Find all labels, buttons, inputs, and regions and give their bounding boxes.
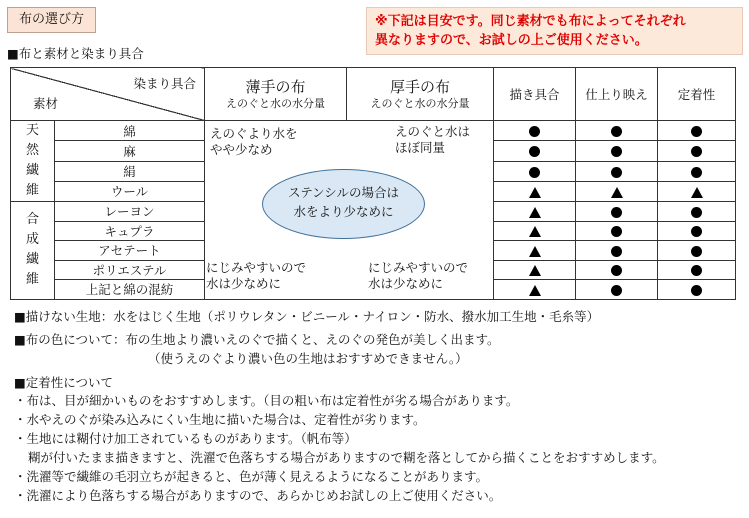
notice-line-2: 異なりますので、お試しの上ご使用ください。 — [375, 33, 648, 48]
mark-cell — [576, 280, 658, 300]
mark-cell — [576, 161, 658, 181]
note-fixation-3: ・生地には糊付け加工されているものがあります。（帆布等） — [14, 431, 357, 446]
header-thick-cloth — [347, 68, 494, 121]
note-fixation-5: ・洗濯により色落ちする場合がありますので、あらかじめお試しの上ご使用ください。 — [14, 488, 502, 503]
mark-cell — [494, 202, 576, 222]
mark-cell — [576, 141, 658, 161]
mark-cell — [658, 280, 736, 300]
triangle-mark-icon — [529, 226, 541, 237]
circle-mark-icon — [611, 285, 622, 296]
triangle-mark-icon — [611, 187, 623, 198]
circle-mark-icon — [691, 285, 702, 296]
header-material: 素材 — [33, 96, 59, 111]
mark-cell — [658, 221, 736, 241]
circle-mark-icon — [611, 146, 622, 157]
table-section-title: ■布と素材と染まり具合 — [7, 46, 144, 61]
circle-mark-icon — [691, 146, 702, 157]
thin-top-note: えのぐより水を やや少なめ — [210, 126, 298, 157]
mark-cell — [576, 181, 658, 201]
note-fixation-4: ・洗濯等で繊維の毛羽立ちが起きると、色が薄く見えるようになることがあります。 — [14, 469, 489, 484]
circle-mark-icon — [691, 167, 702, 178]
page-title: 布の選び方 — [7, 7, 96, 33]
group-synthetic-fiber: 合 成 繊 維 — [11, 202, 55, 300]
header-thin-main: 薄手の布 — [245, 78, 306, 96]
mark-cell — [576, 202, 658, 222]
note-cloth-color: ■布の色について：布の生地より濃いえのぐで描くと、えのぐの発色が美しく出ます。 — [14, 332, 500, 347]
note-cloth-color-sub: （使うえのぐより濃い色の生地はおすすめできません。） — [148, 351, 468, 366]
mark-cell — [658, 202, 736, 222]
mark-cell — [658, 181, 736, 201]
material-cell: 綿 — [55, 121, 205, 141]
circle-mark-icon — [691, 207, 702, 218]
note-fixation-3-sub: 糊が付いたまま描きますと、洗濯で色落ちする場合がありますので糊を落としてから描くことをおすすめします。 — [28, 450, 665, 465]
note-fixation-1: ・布は、目が細かいものをおすすめします。（目の粗い布は定着性が劣る場合があります。 — [14, 393, 519, 408]
notice-line-1: ※下記は目安です。同じ素材でも布によってそれぞれ — [375, 14, 686, 29]
mark-cell — [658, 260, 736, 280]
note-fixation-title: ■定着性について — [14, 375, 114, 390]
mark-cell — [658, 121, 736, 141]
mark-cell — [494, 181, 576, 201]
circle-mark-icon — [611, 207, 622, 218]
group-natural-fiber: 天 然 繊 維 — [11, 121, 55, 202]
header-dye-level: 染まり具合 — [133, 76, 196, 91]
notice-box — [366, 7, 743, 55]
header-thick-main: 厚手の布 — [389, 78, 450, 96]
stencil-ellipse: ステンシルの場合は 水をより少なめに — [262, 169, 425, 239]
mark-cell — [576, 241, 658, 261]
mark-cell — [494, 241, 576, 261]
circle-mark-icon — [529, 167, 540, 178]
diagonal-header-cell — [11, 68, 205, 121]
header-thin-sub: えのぐと水の水分量 — [226, 97, 325, 110]
circle-mark-icon — [611, 265, 622, 276]
header-finish: 仕上り映え — [576, 68, 658, 121]
triangle-mark-icon — [529, 187, 541, 198]
header-thin-cloth — [205, 68, 347, 121]
circle-mark-icon — [691, 246, 702, 257]
triangle-mark-icon — [529, 207, 541, 218]
mark-cell — [494, 161, 576, 181]
mark-cell — [576, 121, 658, 141]
mark-cell — [494, 141, 576, 161]
mark-cell — [576, 221, 658, 241]
note-unpaintable: ■描けない生地：水をはじく生地（ポリウレタン・ビニール・ナイロン・防水、撥水加工生地・毛糸等） — [14, 309, 600, 324]
header-thick-sub: えのぐと水の水分量 — [370, 97, 470, 110]
circle-mark-icon — [691, 126, 702, 137]
circle-mark-icon — [529, 126, 540, 137]
mark-cell — [494, 280, 576, 300]
circle-mark-icon — [611, 126, 622, 137]
mark-cell — [494, 121, 576, 141]
mark-cell — [658, 161, 736, 181]
triangle-mark-icon — [529, 265, 541, 276]
circle-mark-icon — [611, 167, 622, 178]
material-cell: 絹 — [55, 161, 205, 181]
thick-bottom-note: にじみやすいので 水は少なめに — [368, 260, 469, 291]
circle-mark-icon — [611, 246, 622, 257]
material-cell: アセテート — [55, 241, 205, 261]
thin-bottom-note: にじみやすいので 水は少なめに — [206, 260, 307, 291]
header-fixation: 定着性 — [658, 68, 736, 121]
material-cell: レーヨン — [55, 202, 205, 222]
mark-cell — [576, 260, 658, 280]
mark-cell — [494, 260, 576, 280]
triangle-mark-icon — [691, 187, 703, 198]
thick-top-note: えのぐと水は ほぼ同量 — [395, 124, 471, 155]
circle-mark-icon — [611, 226, 622, 237]
material-cell: キュプラ — [55, 221, 205, 241]
header-draw: 描き具合 — [494, 68, 576, 121]
mark-cell — [494, 221, 576, 241]
circle-mark-icon — [529, 146, 540, 157]
triangle-mark-icon — [529, 285, 541, 296]
circle-mark-icon — [691, 226, 702, 237]
material-cell: 上記と綿の混紡 — [55, 280, 205, 300]
material-cell: ポリエステル — [55, 260, 205, 280]
mark-cell — [658, 141, 736, 161]
triangle-mark-icon — [529, 246, 541, 257]
circle-mark-icon — [691, 265, 702, 276]
material-cell: ウール — [55, 181, 205, 201]
note-fixation-2: ・水やえのぐが染み込みにくい生地に描いた場合は、定着性が劣ります。 — [14, 412, 426, 427]
mark-cell — [658, 241, 736, 261]
material-cell: 麻 — [55, 141, 205, 161]
